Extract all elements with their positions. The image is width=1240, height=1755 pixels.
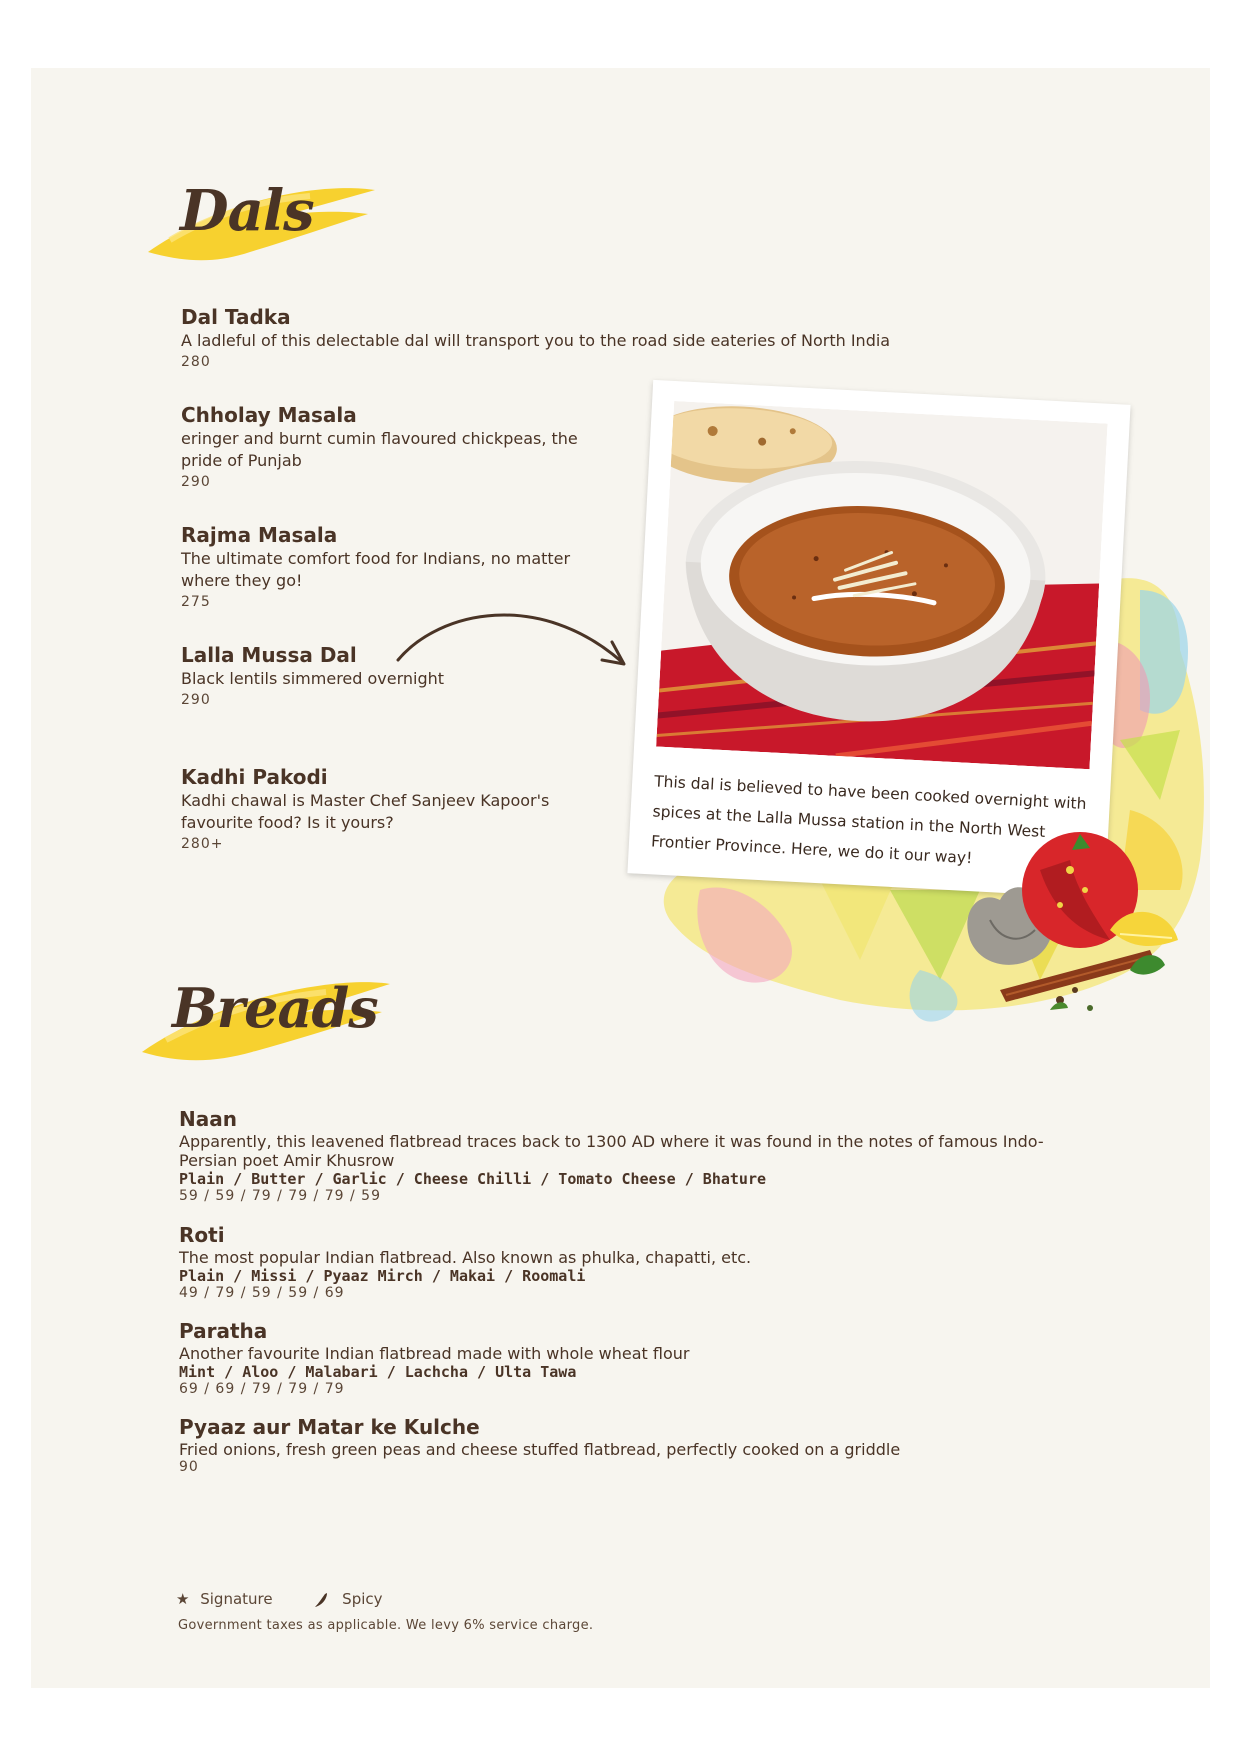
item-name: Roti	[179, 1223, 225, 1247]
menu-item	[181, 304, 981, 372]
item-name: Chholay Masala	[181, 403, 357, 427]
dals-title: Dals	[180, 178, 314, 244]
dal-photo	[656, 401, 1108, 769]
item-name: Kadhi Pakodi	[181, 765, 328, 789]
item-name: Pyaaz aur Matar ke Kulche	[179, 1415, 480, 1439]
dal-photo-card	[627, 380, 1130, 898]
item-description: The most popular Indian flatbread. Also known as phulka, chapatti, etc.	[179, 1248, 752, 1267]
item-description: eringer and burnt cumin flavoured chickpeas, the pride of Punjab	[181, 429, 578, 470]
legend	[176, 1590, 383, 1608]
item-price: 49 / 79 / 59 / 59 / 69	[179, 1285, 345, 1301]
star-icon: ★	[176, 1590, 190, 1608]
item-price: 69 / 69 / 79 / 79 / 79	[179, 1381, 345, 1397]
tax-note: Government taxes as applicable. We levy 6% service charge.	[178, 1618, 594, 1633]
item-price: 275	[181, 594, 211, 610]
item-price: 280	[181, 354, 211, 370]
item-price: 280+	[181, 836, 224, 852]
item-description: Kadhi chawal is Master Chef Sanjeev Kapoor's favourite food? Is it yours?	[181, 791, 550, 832]
item-variants: Plain / Butter / Garlic / Cheese Chilli / Tomato Cheese / Bhature	[179, 1170, 766, 1188]
item-description: Black lentils simmered overnight	[181, 669, 445, 688]
legend-signature-label: Signature	[200, 1590, 273, 1608]
item-variants: Plain / Missi / Pyaaz Mirch / Makai / Roomali	[179, 1267, 586, 1285]
item-variants: Mint / Aloo / Malabari / Lachcha / Ulta Tawa	[179, 1363, 577, 1381]
item-name: Lalla Mussa Dal	[181, 643, 357, 667]
menu-item	[181, 402, 611, 492]
item-price: 59 / 59 / 79 / 79 / 79 / 59	[179, 1188, 381, 1204]
curved-arrow-icon	[390, 590, 630, 690]
item-price: 290	[181, 692, 211, 708]
item-name: Dal Tadka	[181, 305, 291, 329]
menu-item	[181, 764, 601, 854]
item-description: Apparently, this leavened flatbread traces back to 1300 AD where it was found in the notes of famous Indo-Persian poet Amir Khusrow	[179, 1132, 1044, 1170]
menu-item	[179, 1414, 1079, 1476]
legend-spicy-label: Spicy	[342, 1590, 383, 1608]
item-price: 290	[181, 474, 211, 490]
breads-title: Breads	[172, 976, 378, 1040]
item-name: Rajma Masala	[181, 523, 338, 547]
spices-illustration	[960, 830, 1200, 1020]
item-description: The ultimate comfort food for Indians, no matter where they go!	[181, 549, 571, 590]
menu-item	[179, 1318, 1079, 1398]
item-name: Paratha	[179, 1319, 268, 1343]
photo-caption: This dal is believed to have been cooked overnight with spices at the Lalla Mussa station in the North West Frontier Province. Here, we do it our way!	[650, 772, 1087, 868]
item-description: Fried onions, fresh green peas and cheese stuffed flatbread, perfectly cooked on a griddle	[179, 1440, 901, 1459]
item-name: Naan	[179, 1107, 237, 1131]
chili-icon	[313, 1592, 329, 1608]
item-price: 90	[179, 1459, 199, 1475]
item-description: Another favourite Indian flatbread made with whole wheat flour	[179, 1344, 690, 1363]
menu-item	[179, 1222, 1079, 1302]
breads-heading	[136, 964, 396, 1064]
menu-item	[179, 1106, 1079, 1205]
dals-heading	[140, 170, 380, 270]
item-description: A ladleful of this delectable dal will transport you to the road side eateries of North India	[181, 331, 891, 350]
